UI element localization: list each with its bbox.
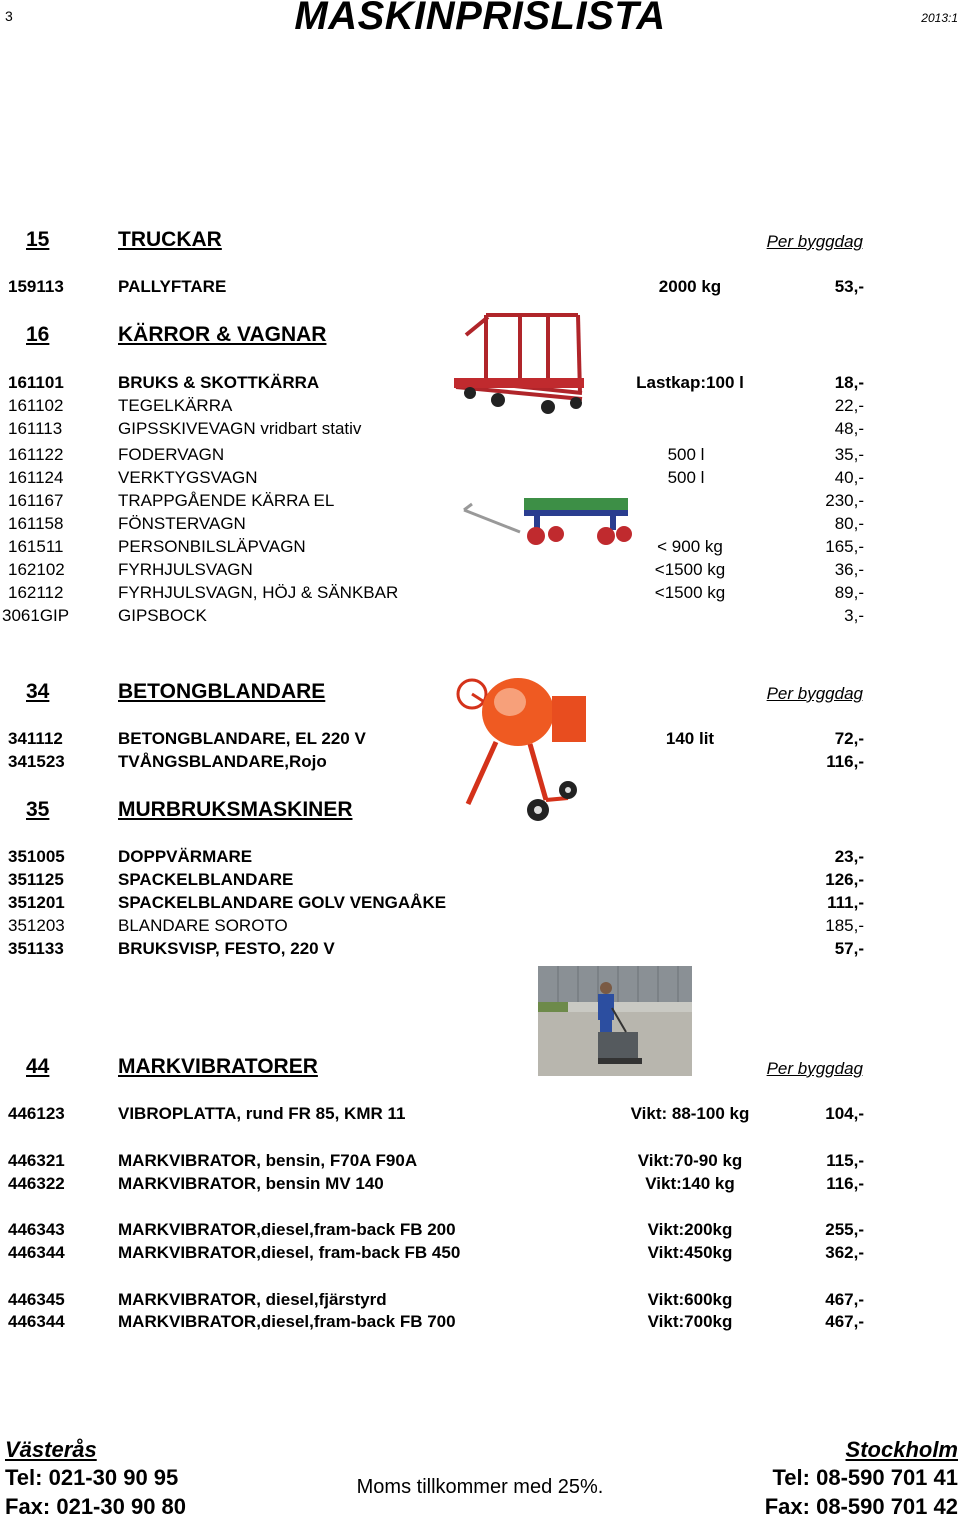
item-spec: 2000 kg (658, 277, 722, 296)
item-price: 57,- (834, 939, 864, 958)
price-row (0, 893, 960, 915)
item-code: 446344 (8, 1312, 65, 1331)
footer-right-phone: Tel: 08-590 701 41 (772, 1465, 958, 1490)
item-name: TRAPPGÅENDE KÄRRA EL (118, 491, 335, 510)
item-code: 159113 (8, 277, 64, 296)
section-title-carts: KÄRROR & VAGNAR (118, 323, 327, 346)
price-row (0, 373, 960, 395)
section-title-trucks: TRUCKAR (118, 228, 222, 251)
item-price: 36,- (834, 560, 864, 579)
item-spec: Vikt:600kg (647, 1290, 733, 1309)
item-price: 72,- (834, 729, 864, 748)
price-row (0, 491, 960, 513)
footer-left-phone: Tel: 021-30 90 95 (5, 1465, 179, 1490)
item-name: FÖNSTERVAGN (118, 514, 246, 533)
item-code: 161101 (8, 373, 64, 392)
item-spec: <1500 kg (654, 560, 726, 579)
item-price: 48,- (834, 419, 864, 438)
section-number-mortar: 35 (26, 798, 50, 821)
item-name: TEGELKÄRRA (118, 396, 233, 415)
item-code: 351125 (8, 870, 64, 889)
per-day-label: Per byggdag (766, 232, 863, 251)
item-spec: 500 l (667, 445, 705, 464)
item-code: 351203 (8, 916, 65, 935)
item-code: 446322 (8, 1174, 65, 1193)
item-code: 161102 (8, 396, 64, 415)
ground-vibrator-photo (538, 966, 692, 1076)
item-spec: <1500 kg (654, 583, 726, 602)
item-name: SPACKELBLANDARE GOLV VENGAÅKE (118, 893, 447, 912)
item-name: BRUKSVISP, FESTO, 220 V (118, 939, 335, 958)
section-number-vibrators: 44 (26, 1055, 50, 1078)
section-number-carts: 16 (26, 323, 50, 346)
item-code: 341523 (8, 752, 65, 771)
item-price: 22,- (834, 396, 864, 415)
item-spec: Lastkap:100 l (636, 373, 744, 392)
item-price: 3,- (844, 606, 864, 625)
item-spec: Vikt:140 kg (645, 1174, 735, 1193)
item-spec: Vikt:700kg (647, 1312, 733, 1331)
item-code: 446345 (8, 1290, 65, 1309)
price-row (0, 537, 960, 559)
item-name: FODERVAGN (118, 445, 225, 464)
item-price: 126,- (825, 870, 864, 889)
item-name: BETONGBLANDARE, EL 220 V (118, 729, 366, 748)
item-price: 467,- (825, 1290, 864, 1309)
item-code: 161167 (8, 491, 64, 510)
item-code: 446321 (8, 1151, 65, 1170)
item-name: VERKTYGSVAGN (118, 468, 258, 487)
footer-right-fax: Fax: 08-590 701 42 (764, 1494, 958, 1519)
item-name: MARKVIBRATOR, bensin MV 140 (118, 1174, 384, 1193)
price-row (0, 729, 960, 751)
price-row (0, 939, 960, 961)
item-code: 351005 (8, 847, 65, 866)
footer-left-city: Västerås (5, 1437, 97, 1462)
item-name: BLANDARE SOROTO (118, 916, 288, 935)
price-row (0, 870, 960, 892)
price-row (0, 1220, 960, 1242)
item-code: 161122 (8, 445, 64, 464)
price-row (0, 847, 960, 869)
page-title: MASKINPRISLISTA (294, 0, 666, 38)
price-row (0, 1312, 960, 1334)
page-number: 3 (5, 8, 13, 24)
item-name: MARKVIBRATOR,diesel,fram-back FB 200 (118, 1220, 456, 1239)
price-row (0, 583, 960, 605)
item-price: 362,- (825, 1243, 864, 1262)
item-code: 341112 (8, 729, 63, 748)
item-code: 3061GIP (2, 606, 70, 625)
item-spec: Vikt:200kg (647, 1220, 733, 1239)
item-price: 89,- (834, 583, 864, 602)
item-code: 162112 (8, 583, 64, 602)
item-price: 104,- (825, 1104, 864, 1123)
item-code: 446344 (8, 1243, 65, 1262)
price-row (0, 606, 960, 628)
item-price: 255,- (825, 1220, 864, 1239)
item-name: PERSONBILSLÄPVAGN (118, 537, 306, 556)
section-number-mixers: 34 (26, 680, 50, 703)
item-name: MARKVIBRATOR, bensin, F70A F90A (118, 1151, 418, 1170)
item-price: 111,- (827, 893, 864, 912)
item-code: 446343 (8, 1220, 65, 1239)
item-price: 467,- (825, 1312, 864, 1331)
item-price: 80,- (834, 514, 864, 533)
item-code: 162102 (8, 560, 65, 579)
item-name: VIBROPLATTA, rund FR 85, KMR 11 (118, 1104, 406, 1123)
item-name: FYRHJULSVAGN, HÖJ & SÄNKBAR (118, 583, 399, 602)
item-price: 165,- (825, 537, 864, 556)
price-row (0, 1174, 960, 1196)
price-row (0, 752, 960, 774)
item-code: 446123 (8, 1104, 65, 1123)
item-spec: Vikt: 88-100 kg (630, 1104, 750, 1123)
price-row (0, 916, 960, 938)
price-row (0, 445, 960, 467)
item-price: 116,- (826, 1174, 864, 1193)
item-name: BRUKS & SKOTTKÄRRA (118, 373, 320, 392)
item-code: 161124 (8, 468, 64, 487)
item-price: 230,- (825, 491, 864, 510)
per-day-label: Per byggdag (766, 1059, 863, 1078)
section-title-mixers: BETONGBLANDARE (118, 680, 326, 703)
price-row (0, 277, 960, 299)
item-code: 161511 (8, 537, 64, 556)
price-row (0, 1151, 960, 1173)
section-number-trucks: 15 (26, 228, 50, 251)
price-row (0, 419, 960, 441)
price-row (0, 396, 960, 418)
item-name: GIPSSKIVEVAGN vridbart stativ (118, 419, 362, 438)
item-code: 161113 (8, 419, 63, 438)
price-row (0, 468, 960, 490)
item-spec: 140 lit (665, 729, 715, 748)
footer-left-fax: Fax: 021-30 90 80 (5, 1494, 187, 1519)
item-name: GIPSBOCK (118, 606, 207, 625)
item-code: 351133 (8, 939, 64, 958)
edition-date: 2013:1 (921, 11, 958, 25)
price-row (0, 514, 960, 536)
item-price: 18,- (834, 373, 864, 392)
item-name: MARKVIBRATOR,diesel,fram-back FB 700 (118, 1312, 456, 1331)
section-title-vibrators: MARKVIBRATORER (118, 1055, 318, 1078)
price-row (0, 1104, 960, 1126)
item-price: 116,- (826, 752, 864, 771)
item-name: FYRHJULSVAGN (118, 560, 253, 579)
price-row (0, 1290, 960, 1312)
item-spec: Vikt:70-90 kg (637, 1151, 743, 1170)
item-code: 351201 (8, 893, 65, 912)
item-name: PALLYFTARE (118, 277, 227, 296)
item-code: 161158 (8, 514, 64, 533)
price-row (0, 560, 960, 582)
item-spec: 500 l (667, 468, 705, 487)
item-name: SPACKELBLANDARE (118, 870, 294, 889)
item-spec: Vikt:450kg (647, 1243, 733, 1262)
item-price: 185,- (825, 916, 864, 935)
footer-right-city: Stockholm (845, 1437, 958, 1462)
section-title-mortar: MURBRUKSMASKINER (118, 798, 353, 821)
item-price: 53,- (834, 277, 864, 296)
item-name: DOPPVÄRMARE (118, 847, 253, 866)
vat-notice: Moms tillkommer med 25%. (356, 1476, 604, 1498)
item-price: 115,- (826, 1151, 864, 1170)
item-price: 23,- (834, 847, 864, 866)
per-day-label: Per byggdag (766, 684, 863, 703)
item-price: 40,- (834, 468, 864, 487)
item-price: 35,- (834, 445, 864, 464)
item-name: MARKVIBRATOR,diesel, fram-back FB 450 (118, 1243, 461, 1262)
price-row (0, 1243, 960, 1265)
item-spec: < 900 kg (657, 537, 723, 556)
item-name: TVÅNGSBLANDARE,Rojo (118, 752, 327, 771)
item-name: MARKVIBRATOR, diesel,fjärstyrd (118, 1290, 387, 1309)
